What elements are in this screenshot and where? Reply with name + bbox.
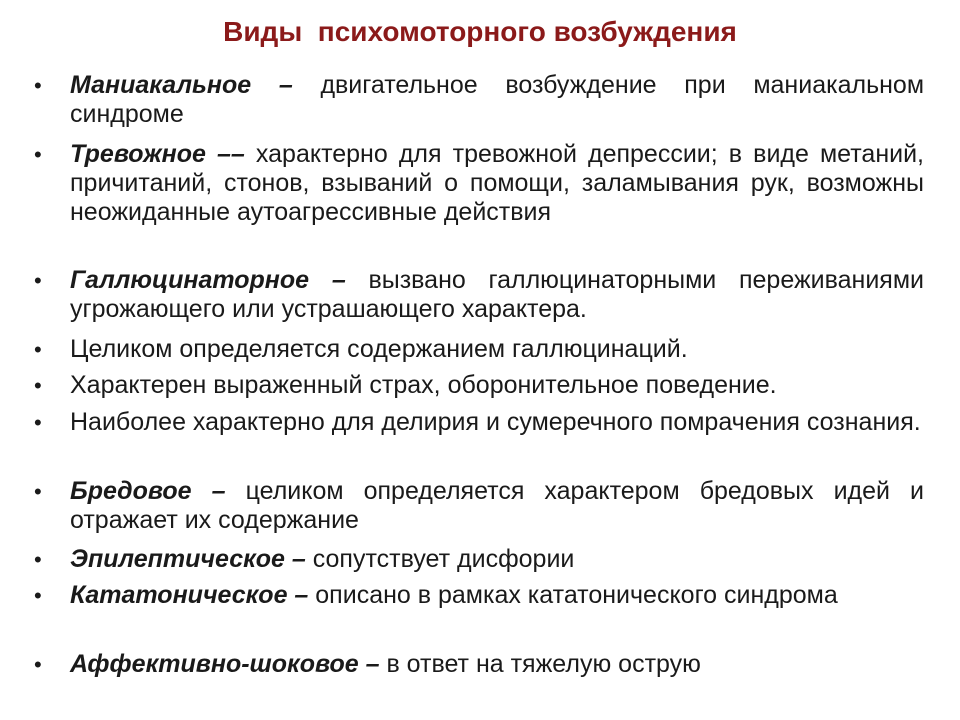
item-text: Характерен выраженный страх, оборонительное поведение. <box>70 371 777 399</box>
bullet-icon: • <box>34 73 42 98</box>
item-text: Целиком определяется содержанием галлюцинаций. <box>70 335 688 363</box>
bullet-icon: • <box>34 337 42 362</box>
list-item <box>34 408 924 437</box>
item-term: Галлюцинаторное <box>70 266 310 294</box>
item-text: вызвано галлюцинаторными переживаниями угрожающего или устрашающего характера. <box>70 266 924 323</box>
item-dash: – <box>191 477 246 505</box>
item-dash: – <box>284 545 313 573</box>
list-item <box>34 71 925 129</box>
item-text: сопутствует дисфории <box>312 545 575 573</box>
bullet-icon: • <box>34 547 42 572</box>
bullet-icon: • <box>34 652 42 677</box>
item-term: Бредовое <box>70 477 192 505</box>
list-item <box>34 335 924 364</box>
list-item <box>34 477 925 535</box>
item-dash: – <box>287 581 316 609</box>
slide-title: Виды психомоторного возбуждения <box>223 16 737 47</box>
item-term: Маниакальное <box>70 71 252 99</box>
bullet-icon: • <box>34 410 42 435</box>
list-item <box>34 266 924 324</box>
list-item <box>34 650 924 679</box>
item-dash: – <box>251 71 321 99</box>
item-text: в ответ на тяжелую острую <box>386 650 701 678</box>
item-dash: – <box>309 266 369 294</box>
list-item <box>34 545 924 574</box>
item-text: двигательное возбуждение при маниакальном синдроме <box>70 71 925 128</box>
item-text: целиком определяется характером бредовых идей и отражает их содержание <box>70 477 925 534</box>
item-term: Тревожное <box>70 140 206 168</box>
item-term: Аффективно-шоковое <box>70 650 359 678</box>
item-dash: – <box>358 650 387 678</box>
item-text: описано в рамках кататонического синдрома <box>315 581 838 609</box>
list-item <box>34 581 924 610</box>
bullet-icon: • <box>34 373 42 398</box>
item-text: характерно для тревожной депрессии; в виде метаний, причитаний, стонов, взываний о помощи, заламывания рук, возможны неожиданные аутоагрессивные действия <box>70 140 925 226</box>
item-text: Наиболее характерно для делирия и сумеречного помрачения сознания. <box>70 408 921 436</box>
list-item <box>34 371 924 400</box>
bullet-icon: • <box>34 268 42 293</box>
bullet-icon: • <box>34 142 42 167</box>
bullet-icon: • <box>34 583 42 608</box>
item-term: Эпилептическое <box>70 545 285 573</box>
list-item <box>34 140 925 227</box>
item-dash: –– <box>205 140 256 168</box>
item-term: Кататоническое <box>70 581 288 609</box>
bullet-icon: • <box>34 479 42 504</box>
